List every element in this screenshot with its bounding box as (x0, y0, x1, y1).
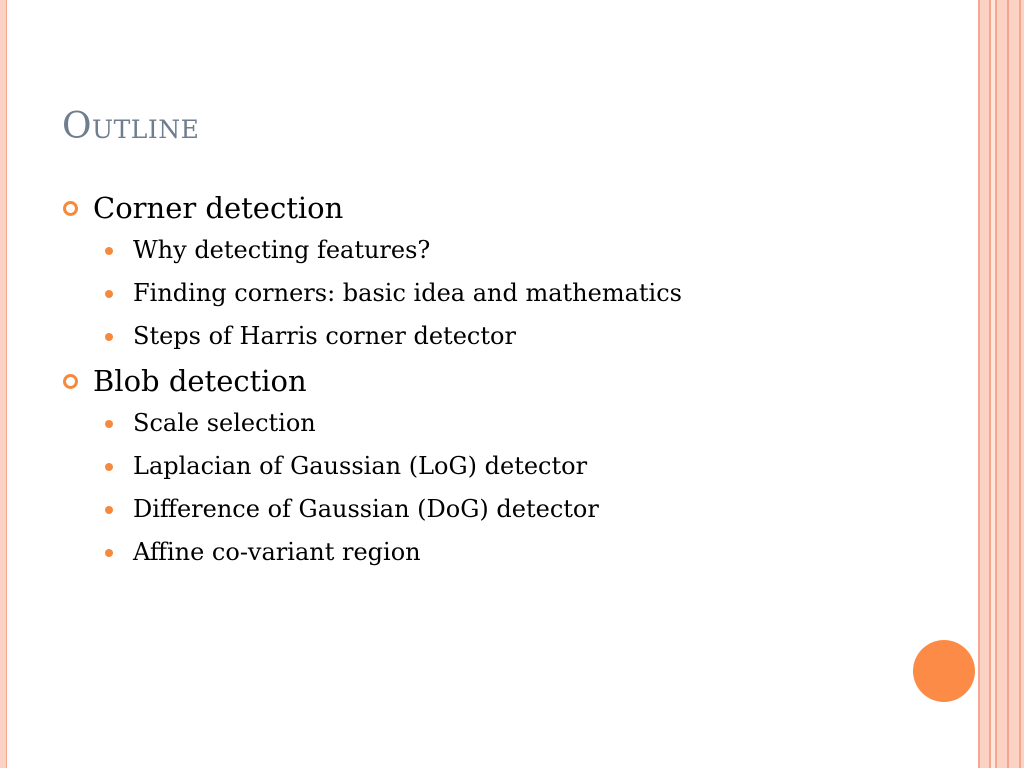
dot-bullet-icon (105, 247, 113, 255)
list-item-label: Why detecting features? (133, 236, 431, 264)
list-item-label: Difference of Gaussian (DoG) detector (133, 495, 599, 523)
dot-bullet-icon (105, 420, 113, 428)
dot-bullet-icon (105, 463, 113, 471)
list-item (62, 275, 962, 311)
list-item (62, 318, 962, 354)
right-stripe (1009, 0, 1019, 768)
right-stripe (997, 0, 1007, 768)
list-item (62, 534, 962, 570)
ring-bullet-icon (63, 374, 78, 389)
list-item-label: Finding corners: basic idea and mathematics (133, 279, 682, 307)
list-item (62, 405, 962, 441)
slide-title: Outline (62, 106, 200, 147)
section-label: Corner detection (93, 191, 344, 225)
left-border-line (6, 0, 7, 768)
list-item (62, 491, 962, 527)
dot-bullet-icon (105, 506, 113, 514)
ring-bullet-icon (63, 201, 78, 216)
section-heading-corner-detection (62, 188, 962, 228)
list-item-label: Steps of Harris corner detector (133, 322, 516, 350)
list-item-label: Scale selection (133, 409, 316, 437)
dot-bullet-icon (105, 333, 113, 341)
outline-list (62, 188, 962, 577)
dot-bullet-icon (105, 549, 113, 557)
right-stripe (980, 0, 989, 768)
orange-circle-ornament (913, 640, 975, 702)
list-item-label: Laplacian of Gaussian (LoG) detector (133, 452, 588, 480)
section-heading-blob-detection (62, 361, 962, 401)
list-item (62, 232, 962, 268)
section-label: Blob detection (93, 364, 307, 398)
dot-bullet-icon (105, 290, 113, 298)
list-item-label: Affine co-variant region (133, 538, 421, 566)
list-item (62, 448, 962, 484)
